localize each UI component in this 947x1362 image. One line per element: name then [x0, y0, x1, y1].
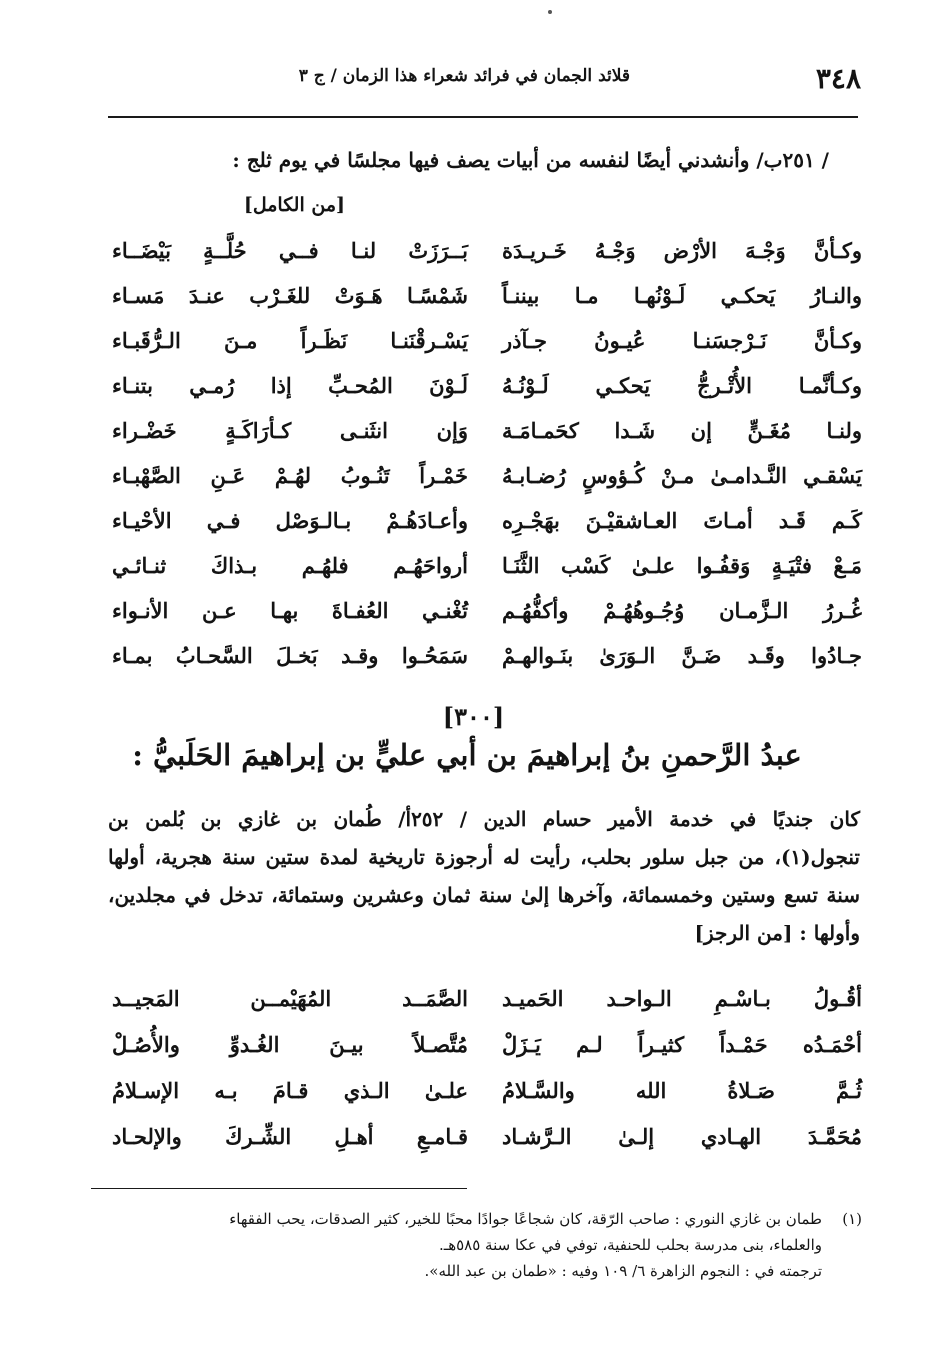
scan-speck [548, 10, 552, 14]
biography-text [108, 800, 860, 952]
hemistich-left: تُغْنـي العُفـاةَ بهـا عـن الأنـواء [112, 598, 468, 623]
poem-rajaz [108, 980, 862, 1164]
verse [108, 502, 862, 547]
hemistich-left: سَمَحُـوا وقـد بَخـلَ السَّحـابُ بمـاء [112, 643, 468, 668]
verse [108, 1026, 862, 1072]
hemistich-right: وكـأنَّمـا الأُتْـرجُّ يَحكـي لَـوْنُـهُ [502, 373, 862, 398]
hemistich-left: علـىٰ الـذي قـامَ بـه الإسـلامُ [112, 1078, 468, 1103]
prose-line: سنة تسع وستين وخمسمائة، وآخرها إلىٰ سنة ثمان وعشرين وستمائة، تدخل في مجلدين، [108, 883, 860, 907]
hemistich-right: يَسْقـي النَّـدامـىٰ مـنْ كُـؤوسٍ رُضـابـهُ [502, 463, 862, 488]
verse [108, 277, 862, 322]
hemistich-left: وَإن انثَنـى كـأرَاكَـةٍ خَضْـراء [112, 418, 468, 443]
verse [108, 1072, 862, 1118]
hemistich-left: لَـوْنَ المُحـبِّ إذا رُمـي بتنـاء [112, 373, 468, 398]
intro-line: / ٢٥١ب/ وأنشدني أيضًا لنفسه من أبيات يصف فيها مجلسًا في يوم ثلج : [232, 148, 829, 172]
verse [108, 457, 862, 502]
page-number: ٣٤٨ [815, 62, 861, 95]
hemistich-left: خَمْـراً تَنُـوبُ لهُـمْ عَـنِ الصَّهْبـاء [112, 463, 468, 488]
hemistich-right: والنـارُ يَحكـي لَـوْنُهـا مـا بيننـاً [502, 283, 862, 308]
header-rule [108, 116, 858, 118]
hemistich-left: شَمْسًـا هَـوَتْ للغَـرْب عنـدَ مَسـاء [112, 283, 468, 308]
entry-number: [٣٠٠] [442, 702, 505, 731]
hemistich-left: الصَّمَــد المُهَيْمــن المَجيــد [112, 986, 468, 1011]
verse [108, 232, 862, 277]
hemistich-left: بَــرَزَتْ لنـا فــي حُلَّــةٍ بَيْضَــاء [112, 238, 468, 263]
hemistich-right: مَـعْ فتْيَـةٍ وَقفُـوا علـىٰ كَسْب الثَّنَـا [502, 553, 862, 578]
verse [108, 980, 862, 1026]
hemistich-right: مُحَمَّـدَ الهـادي إلـىٰ الـرَّشـاد [502, 1124, 862, 1149]
verse [108, 412, 862, 457]
verse [108, 592, 862, 637]
verse [108, 1118, 862, 1164]
verse [108, 322, 862, 367]
prose-line: وأولها : [من الرجز] [694, 921, 860, 945]
hemistich-right: ثُـمَّ صَـلاةُ الله والسَّـلامُ [502, 1078, 862, 1103]
hemistich-right: وكـأنَّ نَـرْجسَنـا عُيـونُ جـآذر [502, 328, 862, 353]
running-title: قلائد الجمان في فرائد شعراء هذا الزمان / ج ٣ [298, 66, 630, 86]
hemistich-right: كَـم قَـد أمـاتَ العـاشقيْـنَ بهَجْـرِه [502, 508, 862, 533]
footnote-line: والعلماء، بنى مدرسة بحلب للحنفية، توفي في عكا سنة ٥٨٥هـ. [439, 1236, 822, 1254]
footnote-rule [91, 1188, 467, 1189]
hemistich-right: ولنـا مُغَـنٍّ إن شَـدا كحَمـامَـة [502, 418, 862, 443]
verse [108, 547, 862, 592]
footnote-line: ترجمته في : النجوم الزاهرة ٦/ ١٠٩ وفيه : «طمان بن عبد الله». [424, 1262, 822, 1280]
poem-kamil [108, 232, 862, 682]
entry-heading: عبدُ الرَّحمنِ بنُ إبراهيمَ بن أبي عليٍّ بن إبراهيمَ الحَلَبيُّ : [132, 738, 802, 772]
footnote-number: (١) [842, 1210, 862, 1228]
verse [108, 637, 862, 682]
footnote-line [108, 1206, 862, 1232]
verse [108, 367, 862, 412]
prose-line: كان جنديًا في خدمة الأمير حسام الدين / ٢٥٢أ/ طُمان بن غازي بن بُلمن بن [108, 807, 860, 831]
hemistich-left: يَسْـرقْنَنـا نَظَـراً مـنَ الـرُّقَبـاء [112, 328, 468, 353]
footnote-text: طمان بن غازي النوري : صاحب الرّقة، كان شجاعًا جوادًا محبًا للخير، كثير الصدقات، يحب الفقهاء [229, 1210, 822, 1228]
hemistich-left: أرواحَهُـم فلهُـم بـذاكَ ثنـائـي [112, 553, 468, 578]
meter-label: [من الكامل] [243, 194, 345, 216]
footnotes [108, 1206, 862, 1284]
hemistich-right: أقُـولُ بـاسْـمِ الـواحـد الحَميـد [502, 986, 862, 1011]
hemistich-right: وكـأنَّ وَجْـهَ الأرْض وَجْـهُ خَـريـدَة [502, 238, 862, 263]
hemistich-left: وأعـادَهُـمْ بـالـوَصْل فـي الأحْيـاء [112, 508, 468, 533]
hemistich-left: مُتَّصـلاً بيـنَ الغُـدوِّ والأُصُـلْ [112, 1032, 468, 1057]
hemistich-right: غُـررُ الـزَّمـان وُجُـوهُهُـمْ وأكفُّهُـم [502, 598, 862, 623]
prose-line: تنجول(١)، من جبل سلور بحلب، رأيت له أرجوزة تاريخية لمدة ستين سنة هجرية، أولها [108, 845, 860, 869]
hemistich-right: جـادُوا وقَـد ضَـنَّ الـوَرَىٰ بنَـوالهـمْ [502, 643, 862, 668]
hemistich-right: أحْمَـدُه حَمْـداً كثيـراً لـم يَـزَلْ [502, 1032, 862, 1057]
hemistich-left: قـامـعِ أهـلِ الشِّـركَ والإلحـاد [112, 1124, 468, 1149]
